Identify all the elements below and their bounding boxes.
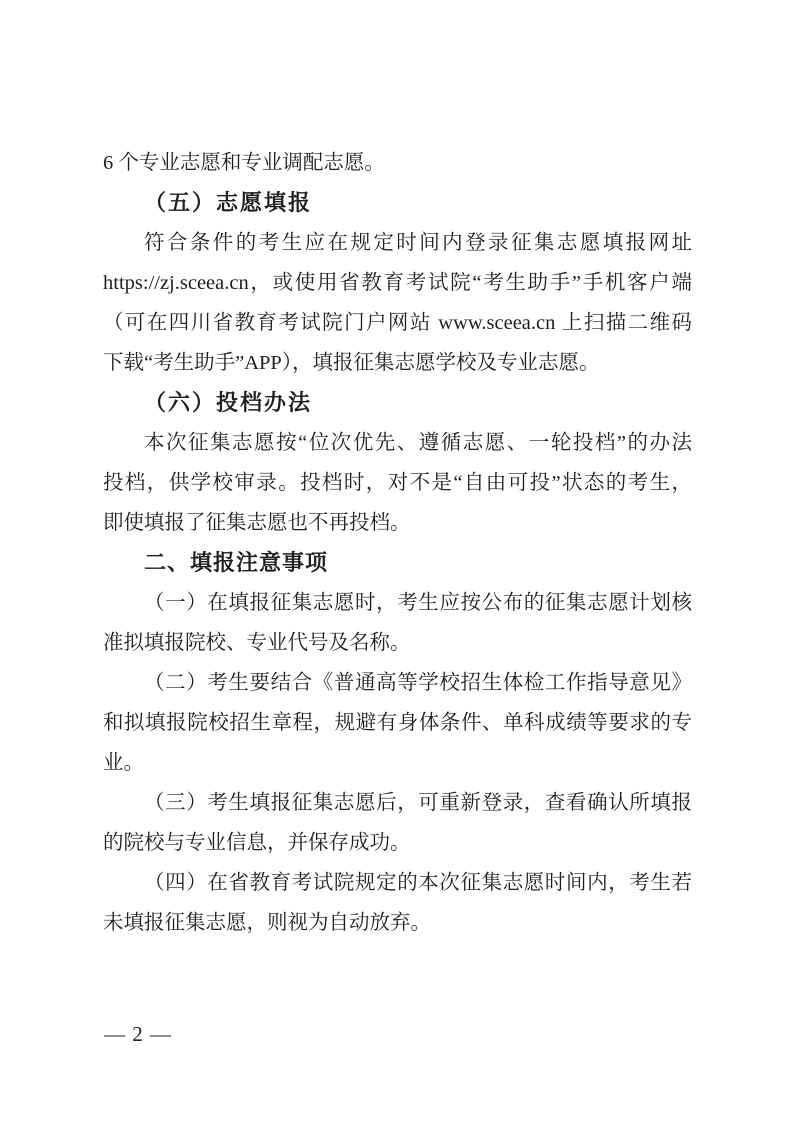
paragraph-line: 即使填报了征集志愿也不再投档。 — [103, 512, 411, 534]
section-heading-six: （六）投档办法 — [144, 390, 313, 415]
section-heading-five: （五）志愿填报 — [144, 190, 313, 215]
paragraph-line: （一）在填报征集志愿时，考生应按公布的征集志愿计划核 — [144, 592, 692, 614]
paragraph-line: 未填报征集志愿，则视为自动放弃。 — [103, 912, 431, 934]
section-heading-two: 二、填报注意事项 — [144, 550, 329, 575]
document-body — [103, 143, 692, 943]
paragraph-line: 6 个专业志愿和专业调配志愿。 — [103, 152, 385, 174]
paragraph-line: 投档，供学校审录。投档时，对不是“自由可投”状态的考生， — [103, 472, 692, 494]
paragraph-line: 下载“考生助手”APP），填报征集志愿学校及专业志愿。 — [103, 352, 600, 374]
paragraph-line: 业。 — [103, 752, 144, 774]
paragraph-line: https://zj.sceea.cn，或使用省教育考试院“考生助手”手机客户端 — [103, 272, 692, 294]
paragraph-line: 准拟填报院校、专业代号及名称。 — [103, 632, 411, 654]
paragraph-line: （二）考生要结合《普通高等学校招生体检工作指导意见》 — [144, 672, 692, 694]
paragraph-line: （四）在省教育考试院规定的本次征集志愿时间内，考生若 — [144, 872, 692, 894]
paragraph-line: 本次征集志愿按“位次优先、遵循志愿、一轮投档”的办法 — [144, 432, 692, 454]
paragraph-line: 的院校与专业信息，并保存成功。 — [103, 832, 411, 854]
paragraph-line: 符合条件的考生应在规定时间内登录征集志愿填报网址 — [144, 232, 692, 254]
paragraph-line: 和拟填报院校招生章程，规避有身体条件、单科成绩等要求的专 — [103, 712, 692, 734]
page-number: — 2 — — [104, 1022, 172, 1046]
paragraph-line: （三）考生填报征集志愿后，可重新登录，查看确认所填报 — [144, 792, 692, 814]
paragraph-line: （可在四川省教育考试院门户网站 www.sceea.cn 上扫描二维码 — [103, 312, 692, 334]
